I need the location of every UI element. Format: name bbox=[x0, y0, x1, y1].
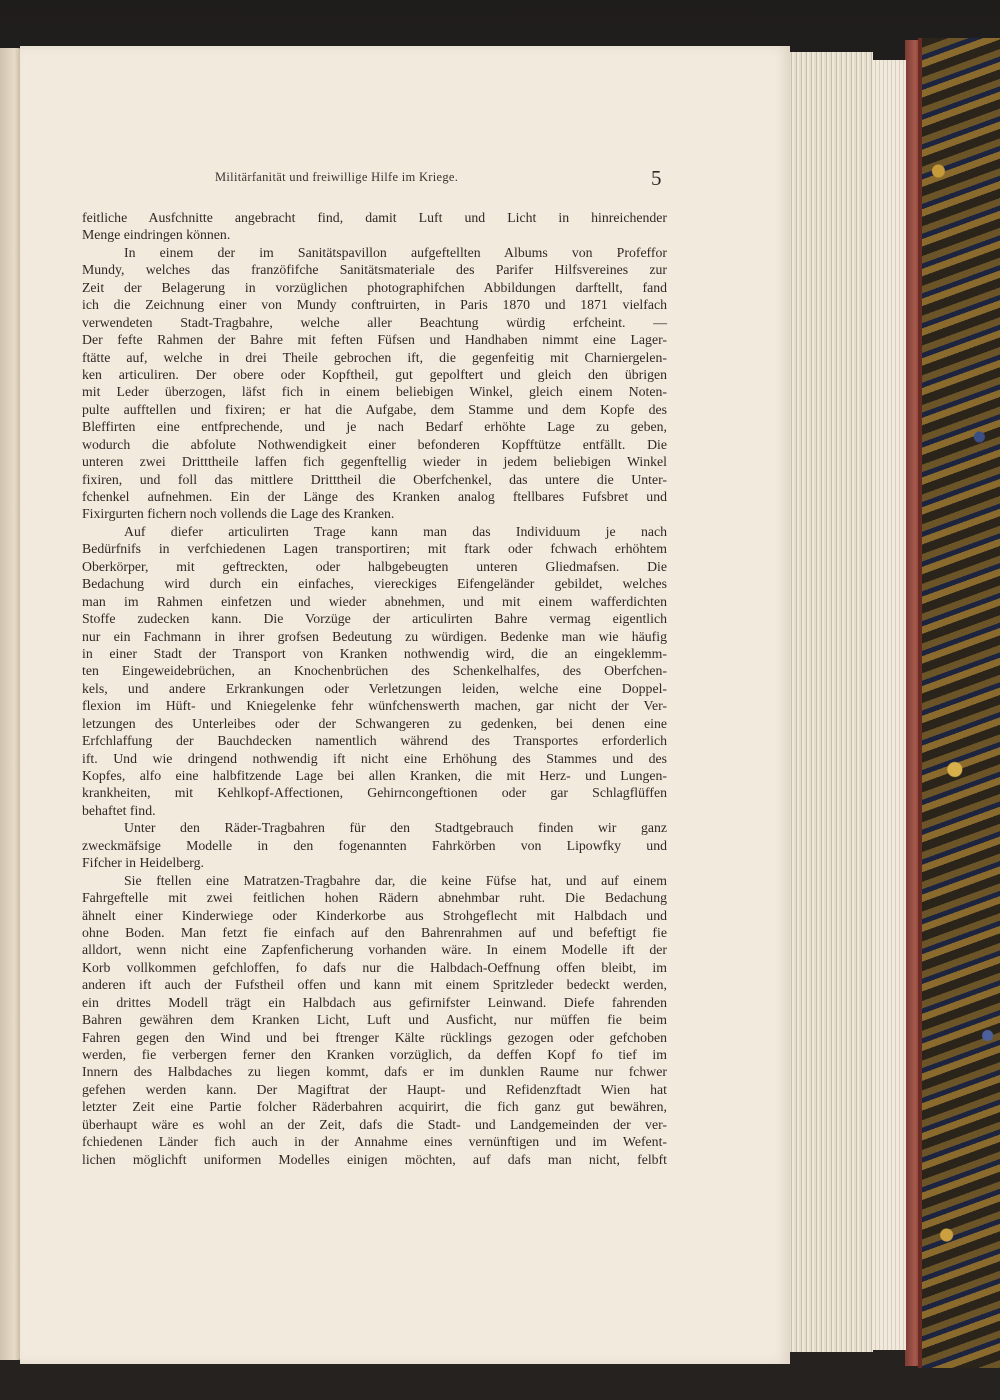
text-line: In einem der im Sanitätspavillon aufgeftellten Albums von Profeffor bbox=[124, 244, 667, 260]
text-line: Fahrgeftelle mit zwei feitlichen hohen Rädern abnehmbar ruht. Die Bedachung bbox=[82, 890, 667, 906]
text-line: gefehen werden kann. Der Magiftrat der Haupt- und Refidenzftadt Wien hat bbox=[82, 1081, 667, 1097]
text-line: man im Rahmen einfetzen und wieder abnehmen, und mit einem wafferdichten bbox=[82, 593, 667, 609]
text-line: alldort, wenn nicht eine Zapfenficherung vorhanden wäre. In einem Modelle ift der bbox=[82, 942, 667, 958]
text-line: Menge eindringen können. bbox=[82, 227, 231, 243]
body-text bbox=[82, 209, 667, 1168]
text-line: wodurch die abfolute Nothwendigkeit einer befonderen Kopfftütze entfällt. Die bbox=[82, 436, 667, 452]
text-line: letzungen des Unterleibes oder der Schwangeren zu gedenken, bei denen eine bbox=[82, 715, 667, 731]
text-line: krankheiten, mit Kehlkopf-Affectionen, Gehirncongeftionen oder gar Schlagflüffen bbox=[82, 785, 667, 801]
text-line: lichen möglichft uniformen Modelles einigen möchten, auf dafs man nicht, felbft bbox=[82, 1151, 667, 1167]
text-line: in einer Stadt der Transport von Kranken nothwendig wird, die an eingeklemm- bbox=[82, 645, 667, 661]
text-line: ift. Und wie dringend nothwendig ift nicht eine Erhöhung des Stammes und des bbox=[82, 750, 667, 766]
text-line: Mundy, welches das franzöfifche Sanitätsmateriale des Parifer Hilfsvereines zur bbox=[82, 262, 667, 278]
marbled-cover-board bbox=[918, 38, 1000, 1368]
text-line: ken articuliren. Der obere oder Kopftheil, gut gepolftert und gleich den übrigen bbox=[82, 366, 667, 382]
text-line: Erfchlaffung der Bauchdecken namentlich während des Transportes erforderlich bbox=[82, 733, 667, 749]
text-line: Fixirgurten fichern noch vollends die Lage des Kranken. bbox=[82, 506, 395, 522]
text-line: Der fefte Rahmen der Bahre mit feften Füfsen und Handhaben nimmt eine Lager- bbox=[82, 332, 667, 348]
text-line: zweckmäfsige Modelle in den fogenannten Fahrkörben von Lipowfky und bbox=[82, 837, 667, 853]
text-line: fixiren, und foll das mittlere Dritttheil die Oberfchenkel, das untere die Unter- bbox=[82, 471, 667, 487]
page-block-edge-outer bbox=[868, 60, 906, 1350]
text-line: mit Leder überzogen, läfst fich in einem beliebigen Winkel, gleich einem Noten- bbox=[82, 384, 667, 400]
text-line: ten Eingeweidebrüchen, an Knochenbrüchen des Schenkelhalfes, des Oberfchen- bbox=[82, 663, 667, 679]
text-line: Bedachung wird durch ein einfaches, viereckiges Eifengeländer gebildet, welches bbox=[82, 576, 667, 592]
text-line: Sie ftellen eine Matratzen-Tragbahre dar, die keine Füfse hat, und auf einem bbox=[124, 872, 667, 888]
text-line: ähnelt einer Kinderwiege oder Kinderkorbe aus Strohgeflecht mit Halbdach und bbox=[82, 907, 667, 923]
text-line: Unter den Räder-Tragbahren für den Stadtgebrauch finden wir ganz bbox=[124, 820, 667, 836]
running-head: Militärfanität und freiwillige Hilfe im Kriege. bbox=[215, 170, 459, 184]
text-line: Innern des Halbdaches zu liegen kommt, dafs er im dunklen Raume nur fchwer bbox=[82, 1064, 667, 1080]
text-line: letzter Zeit eine Partie folcher Räderbahren acquirirt, die fich ganz gut bewähren, bbox=[82, 1099, 667, 1115]
text-line: nur ein Fachmann in ihrer grofsen Bedeutung zu würdigen. Bedenke man wie häufig bbox=[82, 628, 667, 644]
text-line: fchenkel aufnehmen. Ein der Länge des Kranken analog ftellbares Fufsbret und bbox=[82, 489, 667, 504]
text-line: ich die Zeichnung einer von Mundy conftruirten, in Paris 1870 und 1871 vielfach bbox=[82, 297, 667, 313]
text-line: Fahren gegen den Wind und bei ftrenger Kälte rücklings gezogen oder gefchoben bbox=[82, 1029, 667, 1045]
text-line: Fifcher in Heidelberg. bbox=[82, 855, 204, 871]
text-line: werden, fie verbergen ferner den Kranken vorzüglich, da deffen Kopf fo tief im bbox=[82, 1047, 667, 1062]
text-line: Korb vollkommen gefchloffen, fo dafs nur die Halbdach-Oeffnung offen bleibt, im bbox=[82, 959, 667, 975]
text-line: unteren zwei Dritttheile laffen fich gegenftellig wieder in jedem beliebigen Winkel bbox=[82, 454, 667, 470]
text-line: Bedürfnifs in verfchiedenen Lagen transportiren; mit ftark oder fchwach erhöhtem bbox=[82, 541, 667, 557]
text-line: behaftet find. bbox=[82, 802, 156, 818]
text-line: feitliche Ausfchnitte angebracht find, damit Luft und Licht in hinreichender bbox=[82, 210, 667, 225]
text-line: ftätte auf, welche in drei Theile gebrochen ift, die gegenfeitig mit Charniergelen- bbox=[82, 349, 667, 365]
text-line: Bleffirten eine entfprechende, und je nach Bedarf erhöhte Lage zu geben, bbox=[82, 419, 667, 435]
text-line: Kopfes, alfo eine halbfitzende Lage bei allen Kranken, die mit Herz- und Lungen- bbox=[82, 768, 667, 783]
text-line: Zeit der Belagerung in vorzüglichen photographifchen Abbildungen darftellt, fand bbox=[82, 279, 667, 295]
text-line: ein drittes Modell trägt ein Halbdach aus gefirnifster Leinwand. Diefe fahrenden bbox=[82, 994, 667, 1010]
text-line: Auf diefer articulirten Trage kann man das Individuum je nach bbox=[124, 523, 667, 539]
text-line: pulte aufftellen und fixiren; er hat die Aufgabe, dem Stamme und dem Kopfe des bbox=[82, 401, 667, 417]
text-line: fchiedenen Länder fich auch in der Annahme eines vernünftigen und im Wefent- bbox=[82, 1134, 667, 1150]
text-line: flexion im Hüft- und Kniegelenke fehr wünfchenswerth machen, gar nicht der Ver- bbox=[82, 698, 667, 714]
page-block-edge bbox=[788, 52, 873, 1352]
text-line: Stoffe zudecken kann. Die Vorzüge der articulirten Bahre vermag eigentlich bbox=[82, 611, 667, 627]
text-line: anderen ift auch der Fufstheil offen und kann mit einem Spritzleder bedeckt werden, bbox=[82, 977, 667, 993]
text-line: verwendeten Stadt-Tragbahre, welche aller Beachtung würdig erfcheint. — bbox=[82, 314, 667, 330]
page-number: 5 bbox=[651, 166, 662, 190]
text-line: ohne Boden. Man fetzt fie einfach auf den Bahrenrahmen auf und befeftigt fie bbox=[82, 924, 667, 940]
text-line: Oberkörper, mit geftreckten, oder halbgebeugten unteren Gliedmafsen. Die bbox=[82, 558, 667, 574]
text-line: kels, und andere Erkrankungen oder Verletzungen leiden, welche eine Doppel- bbox=[82, 680, 667, 696]
text-line: Bahren gewähren dem Kranken Licht, Luft und Ausficht, nur müffen fie beim bbox=[82, 1012, 667, 1028]
text-line: überhaupt wäre es wohl an der Zeit, dafs die Stadt- und Landgemeinden der ver- bbox=[82, 1116, 667, 1132]
